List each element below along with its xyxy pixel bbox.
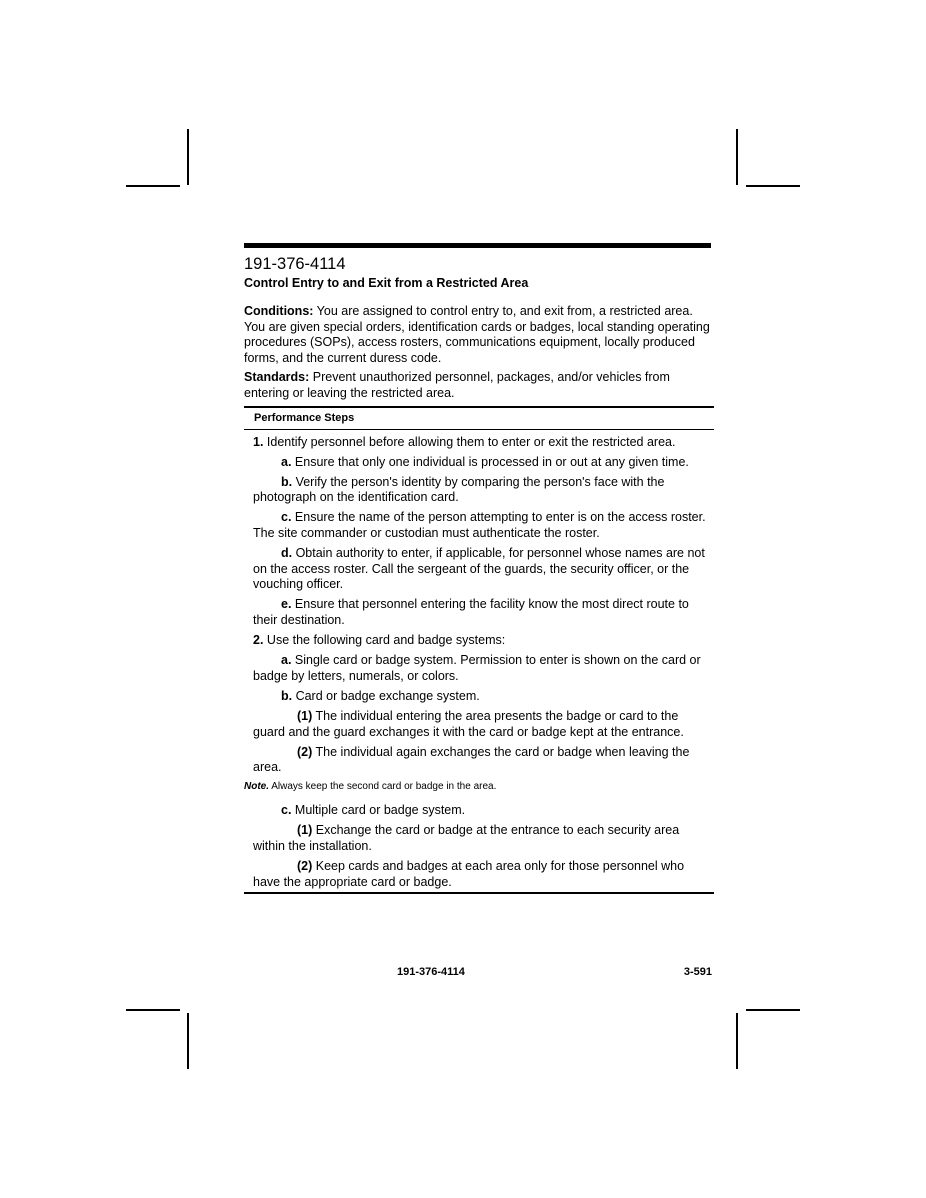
step-text: Identify personnel before allowing them to enter or exit the restricted area. <box>263 434 676 449</box>
crop-mark-top-right-horizontal <box>746 185 800 187</box>
standards-text: Prevent unauthorized personnel, packages, and/or vehicles from entering or leaving the restricted area. <box>244 370 670 400</box>
step-label: (1) <box>297 823 313 838</box>
crop-mark-bottom-left-horizontal <box>126 1009 180 1011</box>
step-text: Ensure that only one individual is processed in or out at any given time. <box>291 454 689 469</box>
task-number: 191-376-4114 <box>244 255 346 273</box>
step-2c-2 <box>253 859 706 890</box>
performance-steps-list <box>244 430 714 891</box>
page-footer <box>244 966 714 980</box>
step-text: The individual again exchanges the card or badge when leaving the area. <box>253 744 690 775</box>
step-label: (2) <box>297 744 313 759</box>
step-label: c. <box>281 803 292 818</box>
step-text: The individual entering the area presents the badge or card to the guard and the guard exchanges it with the card or badge kept at the entrance. <box>253 708 684 739</box>
note <box>244 780 706 794</box>
step-label: b. <box>281 474 293 489</box>
step-1 <box>253 435 706 451</box>
standards-paragraph <box>244 370 714 401</box>
step-text: Ensure that personnel entering the facility know the most direct route to their destination. <box>253 597 689 627</box>
crop-mark-top-left-horizontal <box>126 185 180 187</box>
step-2c-1 <box>253 823 706 854</box>
step-label: a. <box>281 454 292 469</box>
step-label: c. <box>281 510 292 525</box>
bottom-rule <box>244 892 714 894</box>
step-1c <box>253 510 706 541</box>
step-2a <box>253 653 706 684</box>
step-text: Card or badge exchange system. <box>292 688 480 703</box>
step-label: a. <box>281 653 292 668</box>
step-label: b. <box>281 688 293 703</box>
crop-mark-bottom-right-horizontal <box>746 1009 800 1011</box>
step-label: d. <box>281 546 293 561</box>
footer-task-number: 191-376-4114 <box>397 966 465 978</box>
conditions-label: Conditions: <box>244 304 314 318</box>
step-1e <box>253 597 706 628</box>
note-label: Note. <box>244 781 269 793</box>
step-label: (2) <box>297 859 313 874</box>
step-2b <box>253 689 706 705</box>
step-1a <box>253 455 706 471</box>
step-text: Obtain authority to enter, if applicable, for personnel whose names are not on the access roster. Call the sergeant of the guards, the security officer, or the vouching officer. <box>253 546 705 592</box>
step-label: 1. <box>253 434 264 449</box>
step-text: Use the following card and badge systems: <box>263 633 506 648</box>
conditions-text: You are assigned to control entry to, and exit from, a restricted area. You are given special orders, identification cards or badges, local standing operating procedures (SOPs), access rosters, communications equipment, locally produced forms, and the current duress code. <box>244 304 710 365</box>
step-label: 2. <box>253 633 264 648</box>
conditions-paragraph <box>244 304 714 366</box>
performance-steps-header: Performance Steps <box>244 406 714 430</box>
step-1b <box>253 475 706 506</box>
crop-mark-bottom-left-vertical <box>187 1013 189 1069</box>
crop-mark-top-right-vertical <box>736 129 738 185</box>
step-text: Multiple card or badge system. <box>291 803 466 818</box>
top-rule <box>244 243 711 248</box>
step-label: (1) <box>297 708 313 723</box>
step-text: Single card or badge system. Permission to enter is shown on the card or badge by letters, numerals, or colors. <box>253 653 701 683</box>
task-title: Control Entry to and Exit from a Restricted Area <box>244 276 529 290</box>
step-text: Keep cards and badges at each area only for those personnel who have the appropriate card or badge. <box>253 859 685 889</box>
step-2c <box>253 803 706 819</box>
note-text: Always keep the second card or badge in the area. <box>269 781 497 793</box>
step-1d <box>253 546 706 593</box>
step-2b-2 <box>253 745 706 776</box>
crop-mark-top-left-vertical <box>187 129 189 185</box>
step-text: Verify the person's identity by comparing the person's face with the photograph on the identification card. <box>253 474 665 505</box>
step-2b-1 <box>253 709 706 740</box>
task-content <box>244 243 714 894</box>
step-label: e. <box>281 597 292 612</box>
standards-label: Standards: <box>244 370 310 385</box>
footer-page-number: 3-591 <box>683 966 712 978</box>
crop-mark-bottom-right-vertical <box>736 1013 738 1069</box>
step-2 <box>253 633 706 649</box>
step-text: Ensure the name of the person attempting to enter is on the access roster. The site commander or custodian must authenticate the roster. <box>253 510 706 541</box>
step-text: Exchange the card or badge at the entrance to each security area within the installation. <box>253 823 680 854</box>
